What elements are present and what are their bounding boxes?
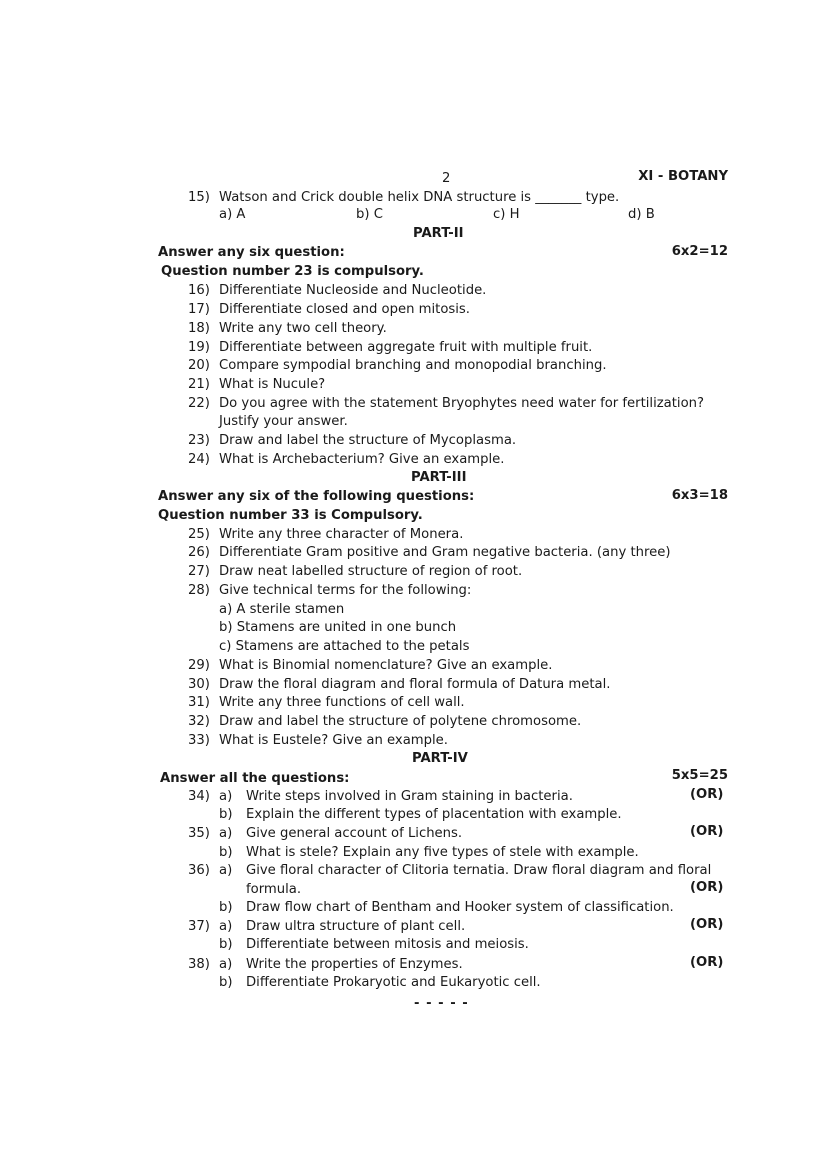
part-marks: 6x2=12 bbox=[671, 244, 728, 259]
part-instruction: Answer any six question: bbox=[158, 245, 345, 260]
question-number: 19) bbox=[188, 340, 210, 355]
question-text: Give floral character of Clitoria ternatia. Draw floral diagram and floral bbox=[246, 863, 712, 878]
question-number: 33) bbox=[188, 733, 210, 748]
question-number: 31) bbox=[188, 695, 210, 710]
question-number: 18) bbox=[188, 321, 210, 336]
question-text: Differentiate Prokaryotic and Eukaryotic cell. bbox=[246, 975, 541, 990]
question-number: 23) bbox=[188, 433, 210, 448]
part-marks: 5x5=25 bbox=[671, 768, 728, 783]
or-label: (OR) bbox=[690, 880, 724, 895]
question-text: Give technical terms for the following: bbox=[219, 583, 472, 598]
question-number: 22) bbox=[188, 396, 210, 411]
question-number: 35) bbox=[188, 826, 210, 841]
question-text: What is stele? Explain any five types of stele with example. bbox=[246, 845, 639, 860]
sub-label: a) bbox=[219, 957, 233, 972]
question-text: Write any three character of Monera. bbox=[219, 527, 464, 542]
part-title: PART-IV bbox=[412, 751, 468, 766]
question-text: What is Nucule? bbox=[219, 377, 326, 392]
or-label: (OR) bbox=[690, 917, 724, 932]
question-number: 29) bbox=[188, 658, 210, 673]
sub-item: a) A sterile stamen bbox=[219, 602, 345, 617]
option-c: c) H bbox=[493, 207, 520, 222]
question-text: Write steps involved in Gram staining in bacteria. bbox=[246, 789, 573, 804]
question-number: 36) bbox=[188, 863, 210, 878]
sub-label: a) bbox=[219, 863, 233, 878]
question-number: 20) bbox=[188, 358, 210, 373]
question-number: 16) bbox=[188, 283, 210, 298]
option-d: d) B bbox=[628, 207, 655, 222]
question-text: What is Eustele? Give an example. bbox=[219, 733, 448, 748]
sub-item: b) Stamens are united in one bunch bbox=[219, 620, 457, 635]
question-number: 25) bbox=[188, 527, 210, 542]
or-label: (OR) bbox=[690, 824, 724, 839]
part-title: PART-III bbox=[411, 470, 467, 485]
sub-label: a) bbox=[219, 789, 233, 804]
question-text: Differentiate Gram positive and Gram negative bacteria. (any three) bbox=[219, 545, 671, 560]
question-number: 30) bbox=[188, 677, 210, 692]
sub-label: a) bbox=[219, 919, 233, 934]
question-number: 27) bbox=[188, 564, 210, 579]
question-number: 17) bbox=[188, 302, 210, 317]
page-number: 2 bbox=[442, 171, 451, 186]
question-text: Draw and label the structure of Mycoplasma. bbox=[219, 433, 517, 448]
question-text-continued: Justify your answer. bbox=[219, 414, 348, 429]
question-text: Do you agree with the statement Bryophytes need water for fertilization? bbox=[219, 396, 704, 411]
question-number: 34) bbox=[188, 789, 210, 804]
question-text: Draw the floral diagram and floral formula of Datura metal. bbox=[219, 677, 611, 692]
question-text-continued: formula. bbox=[246, 882, 302, 897]
question-text: Compare sympodial branching and monopodial branching. bbox=[219, 358, 607, 373]
subject-header: XI - BOTANY bbox=[638, 169, 728, 184]
question-text: Differentiate between mitosis and meiosis. bbox=[246, 937, 529, 952]
question-number: 24) bbox=[188, 452, 210, 467]
compulsory-note: Question number 33 is Compulsory. bbox=[158, 508, 423, 523]
compulsory-note: Question number 23 is compulsory. bbox=[161, 264, 424, 279]
question-text: Write any two cell theory. bbox=[219, 321, 387, 336]
question-number: 21) bbox=[188, 377, 210, 392]
question-number: 15) bbox=[188, 190, 210, 205]
sub-label: b) bbox=[219, 975, 233, 990]
option-a: a) A bbox=[219, 207, 246, 222]
question-text: Write the properties of Enzymes. bbox=[246, 957, 463, 972]
question-text: Give general account of Lichens. bbox=[246, 826, 463, 841]
or-label: (OR) bbox=[690, 955, 724, 970]
question-text: Watson and Crick double helix DNA structure is _______ type. bbox=[219, 190, 620, 205]
question-text: Differentiate between aggregate fruit with multiple fruit. bbox=[219, 340, 593, 355]
question-text: Write any three functions of cell wall. bbox=[219, 695, 465, 710]
question-number: 26) bbox=[188, 545, 210, 560]
question-text: Differentiate Nucleoside and Nucleotide. bbox=[219, 283, 487, 298]
option-b: b) C bbox=[356, 207, 383, 222]
end-mark: - - - - - bbox=[414, 996, 469, 1011]
question-text: Differentiate closed and open mitosis. bbox=[219, 302, 470, 317]
sub-label: b) bbox=[219, 845, 233, 860]
question-text: Draw flow chart of Bentham and Hooker system of classification. bbox=[246, 900, 674, 915]
sub-label: b) bbox=[219, 900, 233, 915]
part-instruction: Answer all the questions: bbox=[160, 771, 350, 786]
part-marks: 6x3=18 bbox=[671, 488, 728, 503]
question-text: Draw neat labelled structure of region of root. bbox=[219, 564, 523, 579]
question-number: 37) bbox=[188, 919, 210, 934]
question-text: Draw and label the structure of polytene chromosome. bbox=[219, 714, 582, 729]
question-number: 28) bbox=[188, 583, 210, 598]
question-text: What is Binomial nomenclature? Give an example. bbox=[219, 658, 553, 673]
or-label: (OR) bbox=[690, 787, 724, 802]
sub-label: b) bbox=[219, 807, 233, 822]
question-text: Draw ultra structure of plant cell. bbox=[246, 919, 466, 934]
question-text: Explain the different types of placentation with example. bbox=[246, 807, 622, 822]
question-number: 38) bbox=[188, 957, 210, 972]
sub-label: a) bbox=[219, 826, 233, 841]
sub-label: b) bbox=[219, 937, 233, 952]
part-instruction: Answer any six of the following questions: bbox=[158, 489, 475, 504]
part-title: PART-II bbox=[413, 226, 464, 241]
question-number: 32) bbox=[188, 714, 210, 729]
question-text: What is Archebacterium? Give an example. bbox=[219, 452, 505, 467]
sub-item: c) Stamens are attached to the petals bbox=[219, 639, 470, 654]
